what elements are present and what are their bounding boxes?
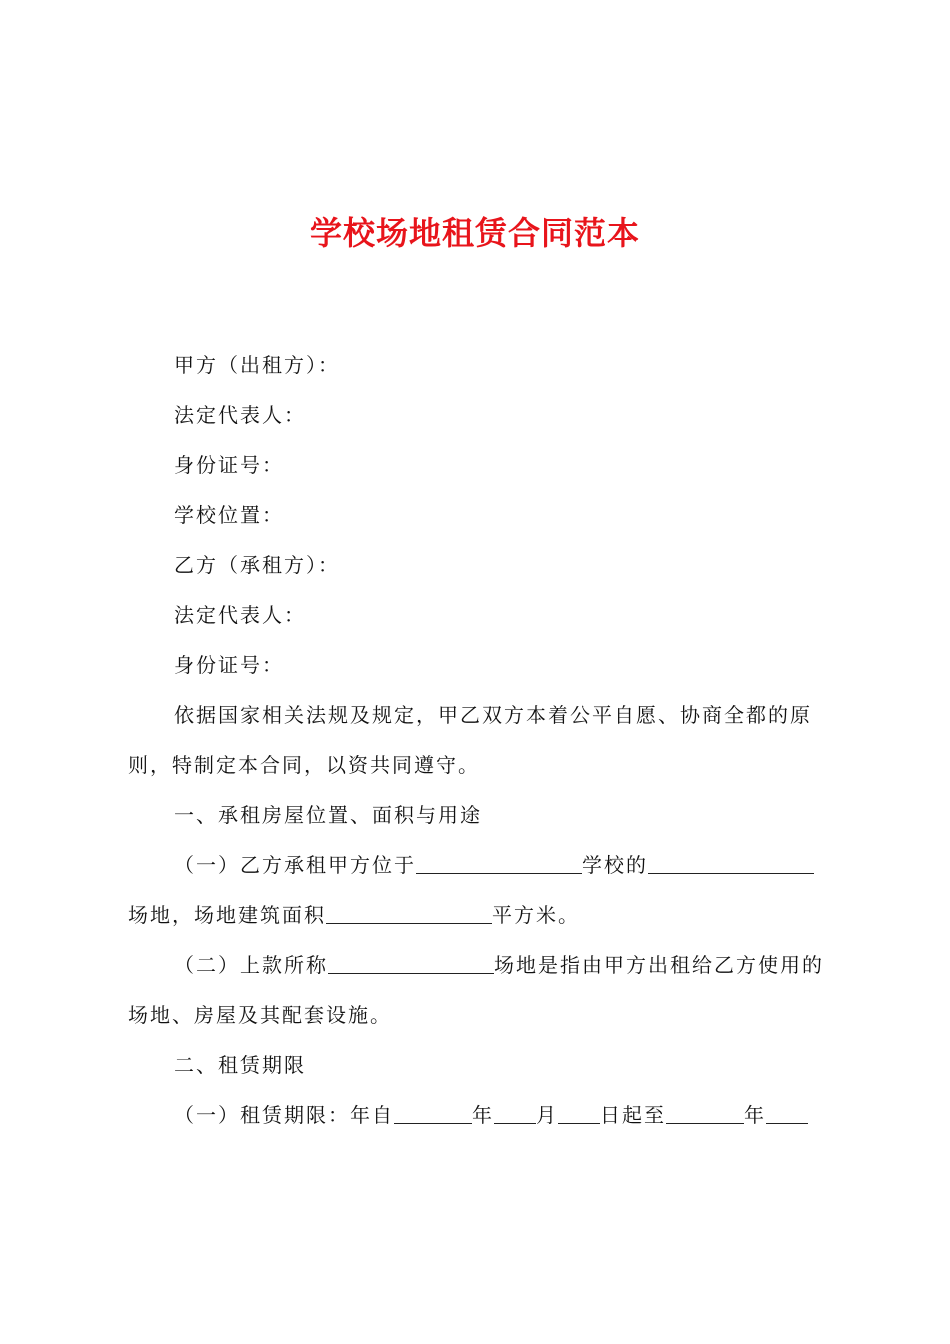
fill-blank <box>558 1103 600 1124</box>
fill-blank <box>394 1103 472 1124</box>
party-a-id-number: 身份证号： <box>174 453 284 477</box>
fill-blank <box>648 853 814 874</box>
section-2-clause-1-line-1 <box>128 1090 832 1140</box>
clause-text: 月 <box>536 1103 558 1127</box>
fill-blank <box>328 953 494 974</box>
section-2-heading: 二、租赁期限 <box>174 1053 306 1077</box>
party-a-school-location: 学校位置： <box>174 503 284 527</box>
preamble-line-2: 则，特制定本合同，以资共同遵守。 <box>128 753 480 777</box>
clause-text: （一）租赁期限：年自 <box>174 1103 394 1127</box>
clause-text: （二）上款所称 <box>174 953 328 977</box>
section-1-clause-2-line-1 <box>128 940 832 990</box>
clause-text: 日起至 <box>600 1103 666 1127</box>
section-1-heading: 一、承租房屋位置、面积与用途 <box>174 803 482 827</box>
fill-blank <box>494 1103 536 1124</box>
clause-text: 场地，场地建筑面积 <box>128 903 326 927</box>
document-title: 学校场地租赁合同范本 <box>309 214 640 252</box>
party-b-legal-rep: 法定代表人： <box>174 603 306 627</box>
party-b-id-number: 身份证号： <box>174 653 284 677</box>
clause-text: （一）乙方承租甲方位于 <box>174 853 416 877</box>
party-a-legal-rep: 法定代表人： <box>174 403 306 427</box>
fill-blank <box>326 903 492 924</box>
clause-text: 场地是指由甲方出租给乙方使用的 <box>494 953 824 977</box>
preamble-line-1: 依据国家相关法规及规定，甲乙双方本着公平自愿、协商全都的原 <box>174 703 812 727</box>
party-a-label: 甲方（出租方）： <box>174 353 340 377</box>
section-1-clause-1-line-1 <box>128 840 832 890</box>
clause-text: 平方米。 <box>492 903 580 927</box>
fill-blank <box>666 1103 744 1124</box>
clause-text: 年 <box>472 1103 494 1127</box>
fill-blank <box>416 853 582 874</box>
document-body <box>128 340 832 1140</box>
section-1-clause-1-line-2 <box>128 890 832 940</box>
clause-text: 年 <box>744 1103 766 1127</box>
clause-text: 学校的 <box>582 853 648 877</box>
section-1-clause-2-line-2: 场地、房屋及其配套设施。 <box>128 1003 392 1027</box>
party-b-label: 乙方（承租方）： <box>174 553 340 577</box>
fill-blank <box>766 1103 808 1124</box>
